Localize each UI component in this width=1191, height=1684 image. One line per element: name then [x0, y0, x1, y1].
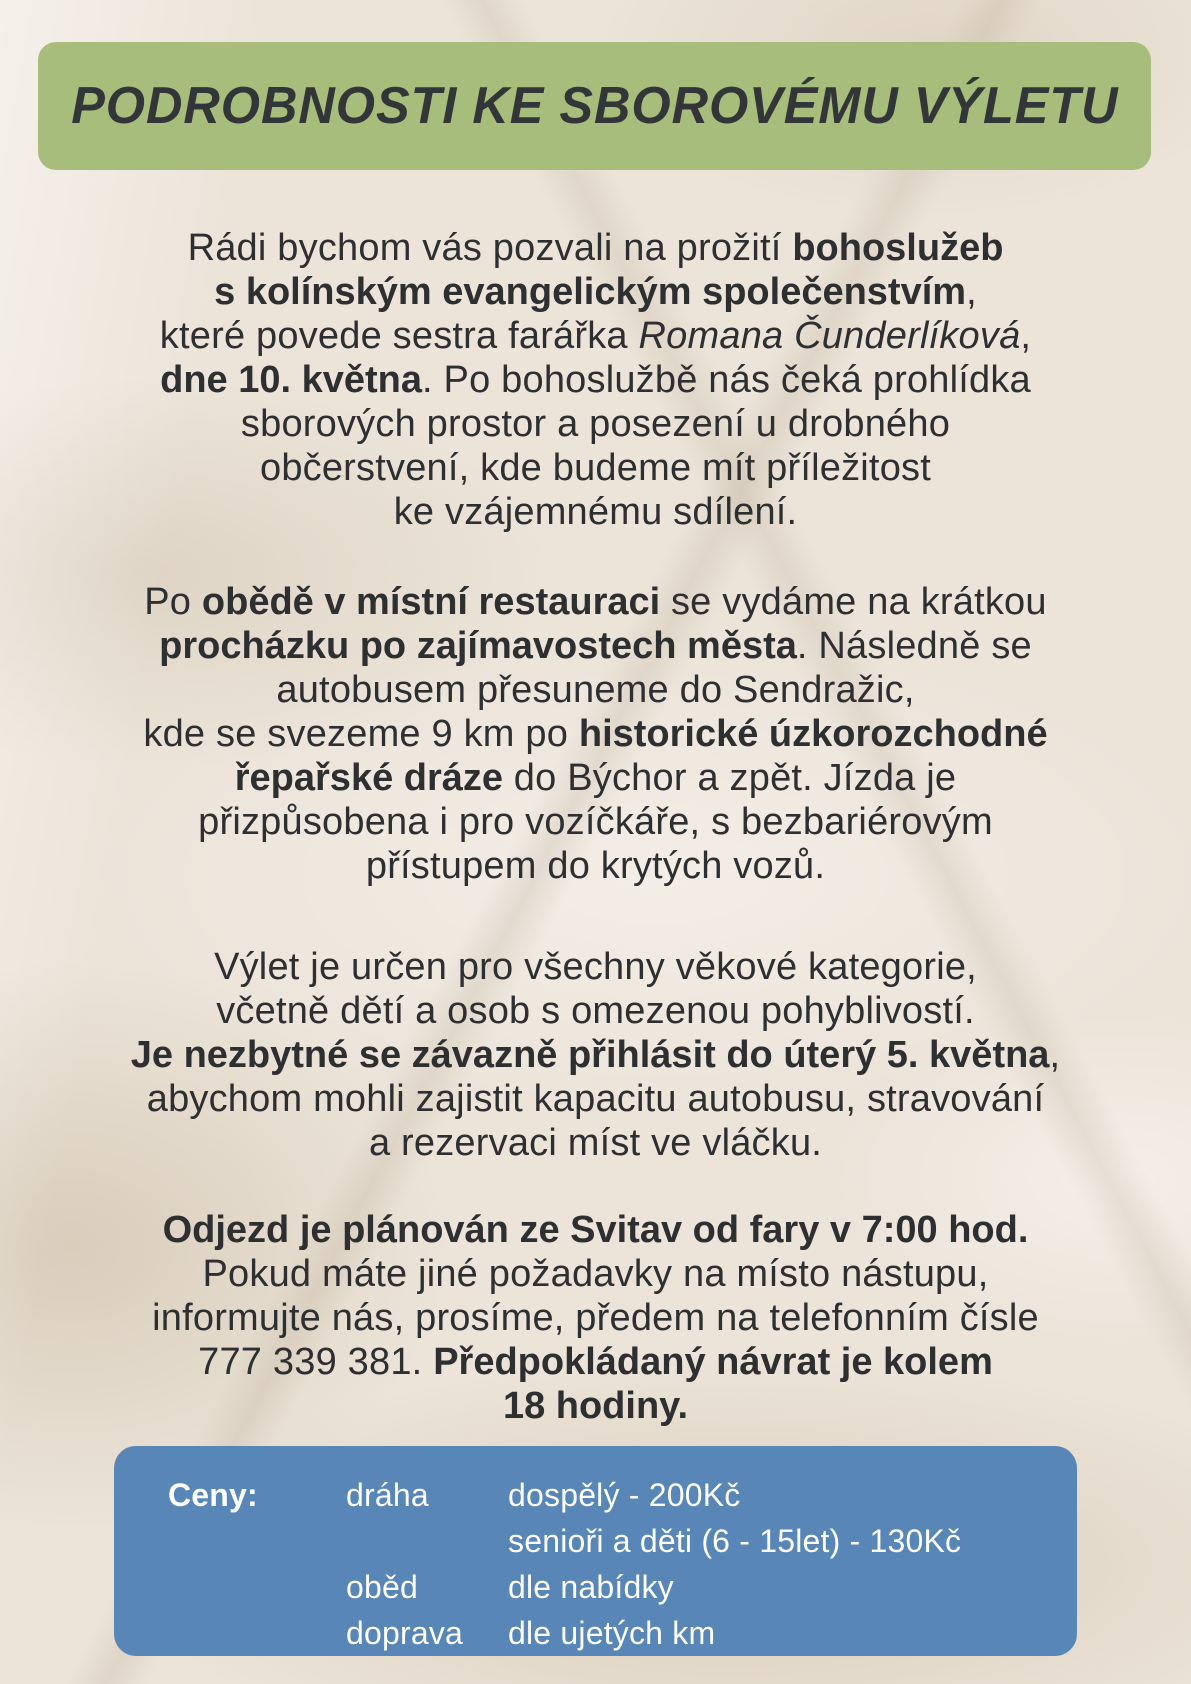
text-segment: včetně dětí a osob s omezenou pohyblivostí. [216, 990, 975, 1032]
price-value: dle nabídky [508, 1569, 674, 1605]
text-segment: autobusem přesuneme do Sendražic, [276, 669, 915, 711]
text-segment: . Následně se [796, 625, 1032, 667]
text-segment: 18 hodiny. [502, 1385, 689, 1427]
text-line [36, 1384, 1155, 1428]
text-segment: Je nezbytné se závazně přihlásit do úterý 5. května [130, 1034, 1050, 1076]
text-line [36, 490, 1155, 534]
text-segment: informujte nás, prosíme, předem na telefonním čísle [152, 1297, 1039, 1339]
paragraph [36, 945, 1155, 1165]
text-line [36, 800, 1155, 844]
price-value: senioři a děti (6 - 15let) - 130Kč [508, 1523, 962, 1559]
price-table [168, 1472, 1053, 1656]
price-label: Ceny: [168, 1477, 258, 1513]
text-segment: přizpůsobena i pro vozíčkáře, s bezbariérovým [198, 801, 993, 843]
text-segment: 777 339 381. [198, 1341, 434, 1383]
text-segment: , [1049, 1034, 1061, 1076]
text-segment: , [966, 271, 977, 313]
price-label [168, 1564, 346, 1610]
text-line [36, 756, 1155, 800]
price-value: dle ujetých km [508, 1615, 716, 1651]
text-segment: přístupem do krytých vozů. [365, 845, 826, 887]
price-item: dráha [346, 1477, 429, 1513]
text-segment: ke vzájemnému sdílení. [393, 491, 798, 533]
text-line [36, 580, 1155, 624]
text-segment: Rádi bychom vás pozvali na prožití [187, 227, 793, 269]
body-paragraphs [36, 226, 1155, 1428]
text-segment: . Po bohoslužbě nás čeká prohlídka [422, 359, 1031, 401]
text-segment: , [1020, 315, 1032, 357]
text-segment: dne 10. května [160, 359, 423, 401]
paragraph [36, 580, 1155, 888]
text-line [36, 1033, 1155, 1077]
text-segment: řepařské dráze [234, 757, 504, 799]
text-segment: Romana Čunderlíková [638, 315, 1021, 357]
text-line [36, 1296, 1155, 1340]
price-item: doprava [346, 1615, 464, 1651]
text-segment: bohoslužeb [792, 227, 1004, 269]
text-line [36, 1340, 1155, 1384]
price-label [168, 1518, 346, 1564]
text-line [36, 1077, 1155, 1121]
text-line [36, 668, 1155, 712]
text-line [36, 624, 1155, 668]
text-segment: Odjezd je plánován ze Svitav od fary v 7:00 hod. [162, 1209, 1029, 1251]
text-line [36, 314, 1155, 358]
text-line [36, 402, 1155, 446]
text-line [36, 226, 1155, 270]
price-item [346, 1518, 508, 1564]
text-segment: Po [144, 581, 202, 623]
text-segment: historické úzkorozchodné [578, 713, 1048, 755]
paragraph [36, 226, 1155, 534]
text-line [36, 712, 1155, 756]
text-segment: se vydáme na krátkou [660, 581, 1047, 623]
text-segment: abychom mohli zajistit kapacitu autobusu, stravování [146, 1078, 1045, 1120]
text-line [36, 446, 1155, 490]
text-line [36, 945, 1155, 989]
price-label [168, 1610, 346, 1656]
text-line [36, 989, 1155, 1033]
text-line [36, 270, 1155, 314]
text-line [36, 1121, 1155, 1165]
text-line [36, 1208, 1155, 1252]
text-segment: sborových prostor a posezení u drobného [240, 403, 951, 445]
price-box [114, 1446, 1077, 1656]
text-segment: do Býchor a zpět. Jízda je [503, 757, 957, 799]
text-line [36, 358, 1155, 402]
price-value: dospělý - 200Kč [508, 1477, 741, 1513]
text-segment: Pokud máte jiné požadavky na místo nástupu, [202, 1253, 989, 1295]
text-segment: Výlet je určen pro všechny věkové kategorie, [214, 946, 977, 988]
text-segment: obědě v místní restauraci [201, 581, 661, 623]
paragraph [36, 1208, 1155, 1428]
text-segment: které povede sestra farářka [159, 315, 639, 357]
text-segment: a rezervaci míst ve vláčku. [368, 1122, 823, 1164]
text-line [36, 1252, 1155, 1296]
text-segment: procházku po zajímavostech města [159, 625, 797, 667]
text-segment: Předpokládaný návrat je kolem [433, 1341, 993, 1383]
text-line [36, 844, 1155, 888]
page-title: PODROBNOSTI KE SBOROVÉMU VÝLETU [70, 77, 1119, 135]
price-item: oběd [346, 1569, 418, 1605]
text-segment: s kolínským evangelickým společenstvím [214, 271, 967, 313]
title-banner [38, 42, 1151, 170]
text-segment: občerstvení, kde budeme mít příležitost [259, 447, 931, 489]
text-segment: kde se svezeme 9 km po [143, 713, 579, 755]
